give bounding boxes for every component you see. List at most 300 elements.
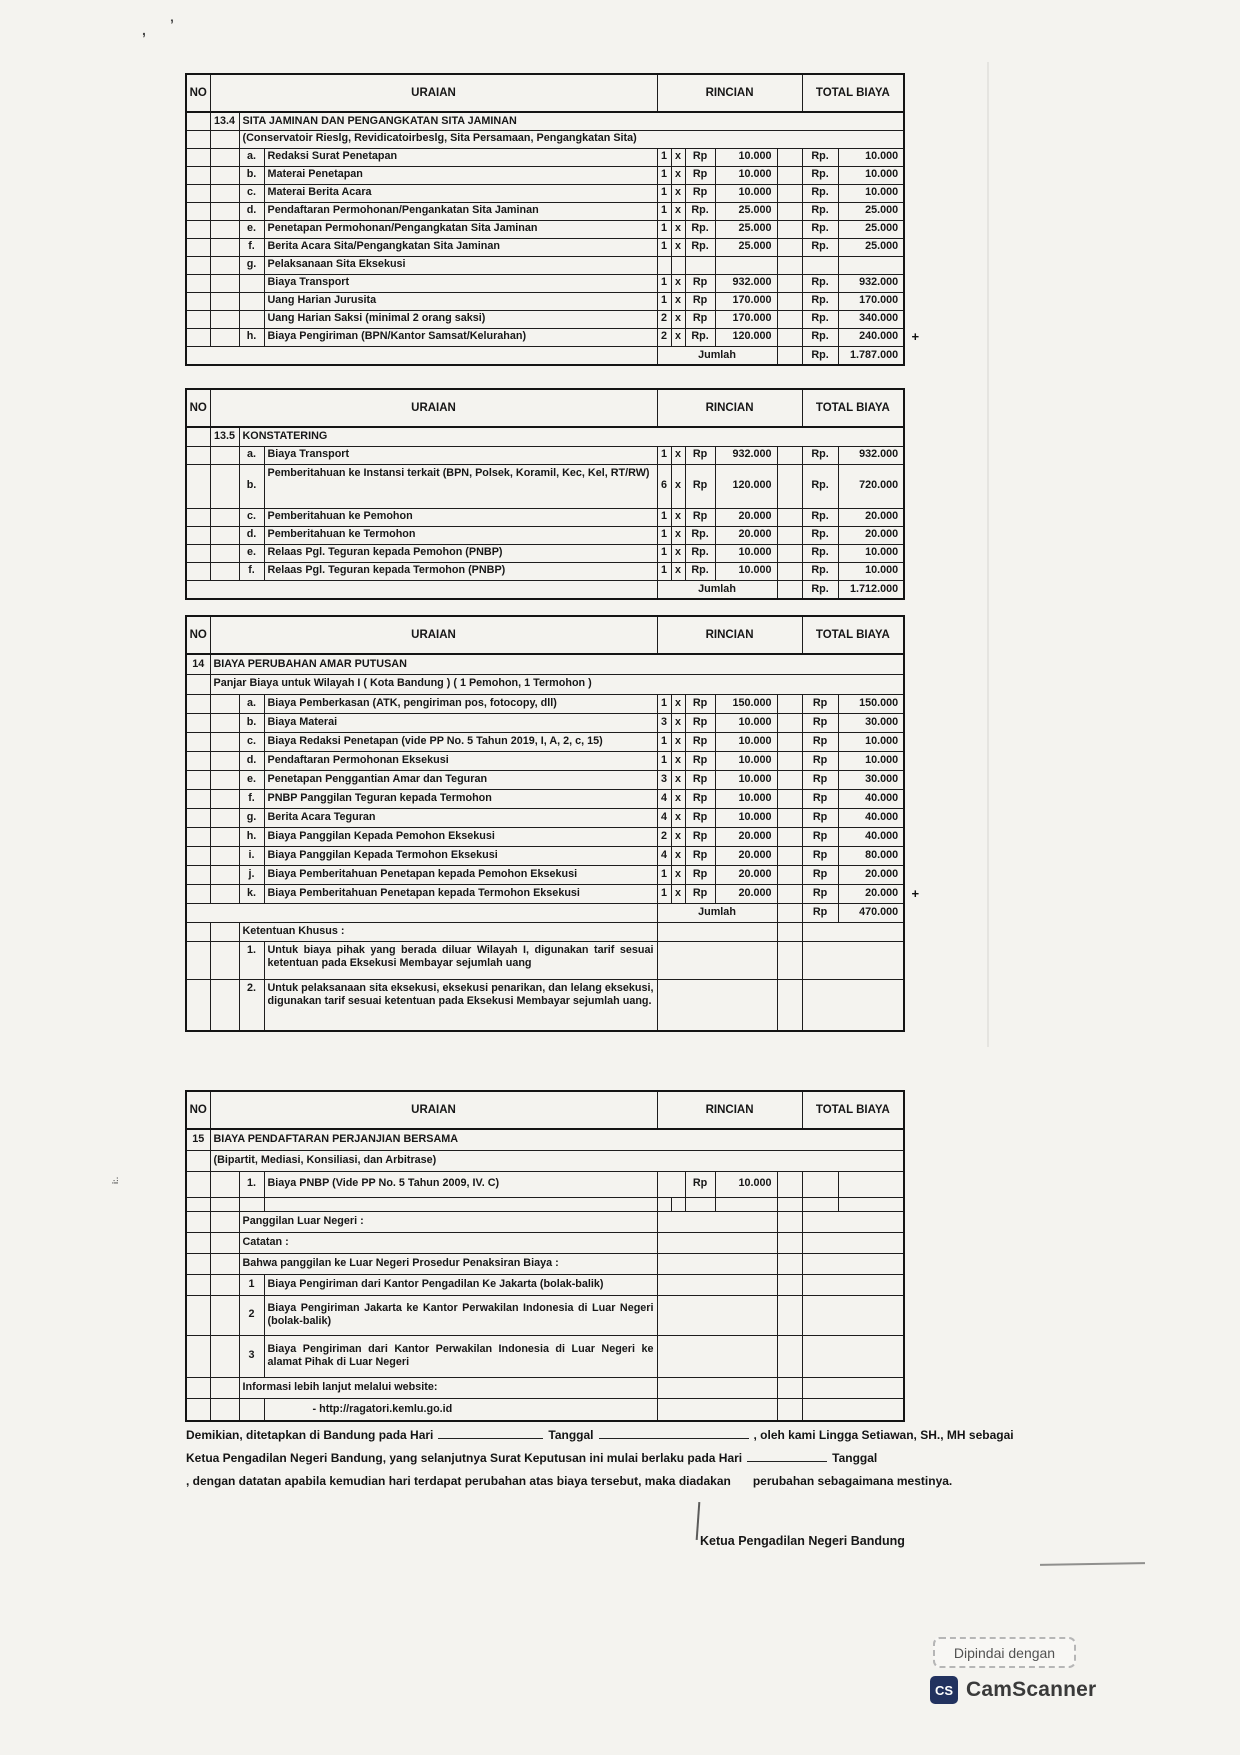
cell-total-currency: Rp.: [802, 526, 838, 544]
cell-letter: a.: [239, 446, 264, 464]
column-header-total: TOTAL BIAYA: [802, 616, 904, 654]
cell-no: [186, 220, 210, 238]
cell-qty: 2: [657, 827, 671, 846]
cell-total-merged: [802, 1295, 904, 1335]
cell-no: [186, 202, 210, 220]
table-row: [186, 427, 904, 446]
cell-no: [186, 884, 210, 903]
cell-gap: [777, 751, 802, 770]
cell-total-amount: 20.000: [838, 884, 904, 903]
section-title: BIAYA PENDAFTARAN PERJANJIAN BERSAMA: [210, 1129, 904, 1150]
column-header-rincian: RINCIAN: [657, 616, 802, 654]
cell-uraian: Pendaftaran Permohonan/Pengankatan Sita Jaminan: [264, 202, 657, 220]
cell-gap: [777, 941, 802, 979]
cell-amount: 932.000: [715, 446, 777, 464]
cell-letter: h.: [239, 328, 264, 346]
cell-no: [186, 464, 210, 508]
multiply-sign: x: [671, 238, 685, 256]
cell-amount: 10.000: [715, 166, 777, 184]
cell-uraian: Relaas Pgl. Teguran kepada Pemohon (PNBP): [264, 544, 657, 562]
multiply-sign: x: [671, 508, 685, 526]
cell-letter: a.: [239, 148, 264, 166]
cell-section-no: [210, 508, 239, 526]
cell-total-currency: [802, 1197, 838, 1211]
cell-total-currency: Rp.: [802, 292, 838, 310]
cell-left-merged: [186, 346, 657, 365]
note-text: Informasi lebih lanjut melalui website:: [239, 1377, 657, 1398]
cell-gap: [777, 148, 802, 166]
cell-gap: [777, 713, 802, 732]
table-row: [186, 654, 904, 674]
multiply-sign: x: [671, 292, 685, 310]
table-row: [186, 1274, 904, 1295]
website-url: - http://ragatori.kemlu.go.id: [264, 1398, 657, 1421]
cell-section-no: [210, 770, 239, 789]
table-row: [186, 544, 904, 562]
cell-gap: [777, 903, 802, 922]
jumlah-label: Jumlah: [657, 580, 777, 599]
cell-section-no: [210, 789, 239, 808]
table-row: [186, 674, 904, 694]
cell-total-merged: [802, 922, 904, 941]
cell-no: [186, 713, 210, 732]
cell-gap: [777, 184, 802, 202]
cell-total-currency: Rp.: [802, 184, 838, 202]
cell-section-no: [210, 922, 239, 941]
cell-gap: [777, 544, 802, 562]
cell-section-no: [210, 544, 239, 562]
table-row: [186, 1335, 904, 1377]
cell-section-no: [210, 1197, 239, 1211]
cell-currency: Rp: [685, 827, 715, 846]
table-row: [186, 922, 904, 941]
cell-total-currency: Rp: [802, 884, 838, 903]
cell-gap: [777, 328, 802, 346]
cell-section-no: [210, 1253, 239, 1274]
cell-total-amount: 10.000: [838, 148, 904, 166]
cell-left-merged: [186, 580, 657, 599]
scan-artifact-mark: ’: [170, 16, 174, 32]
table-row: [186, 112, 904, 130]
cell-uraian: [264, 1197, 657, 1211]
cell-qty: 2: [657, 328, 671, 346]
cell-section-no: [210, 865, 239, 884]
cell-qty: 4: [657, 808, 671, 827]
cell-section-no: [210, 979, 239, 1031]
note-number: 1: [239, 1274, 264, 1295]
cell-total-amount: [838, 1197, 904, 1211]
cell-gap: [777, 1197, 802, 1211]
table-row: [186, 1150, 904, 1171]
cell-letter: g.: [239, 256, 264, 274]
cell-currency: Rp: [685, 446, 715, 464]
cell-letter: d.: [239, 526, 264, 544]
cell-gap: [777, 789, 802, 808]
cell-total-currency: Rp.: [802, 148, 838, 166]
cell-letter: h.: [239, 827, 264, 846]
multiply-sign: x: [671, 446, 685, 464]
cell-letter: b.: [239, 464, 264, 508]
cell-section-no: 13.4: [210, 112, 239, 130]
cell-qty: 1: [657, 508, 671, 526]
cell-no: [186, 922, 210, 941]
cell-letter: c.: [239, 508, 264, 526]
cell-no: [186, 1197, 210, 1211]
table-row: [186, 1197, 904, 1211]
table-row: [186, 789, 904, 808]
cell-gap: [777, 770, 802, 789]
cell-letter: [239, 1197, 264, 1211]
cell-total-amount: 932.000: [838, 274, 904, 292]
cell-currency: Rp: [685, 884, 715, 903]
cell-currency: Rp: [685, 148, 715, 166]
cell-total-merged: [802, 1232, 904, 1253]
cell-gap: [777, 827, 802, 846]
cell-no: 15: [186, 1129, 210, 1150]
jumlah-label: Jumlah: [657, 346, 777, 365]
fee-table: [185, 388, 905, 600]
fee-table: [185, 1090, 905, 1422]
table-row: [186, 148, 904, 166]
cell-currency: Rp.: [685, 544, 715, 562]
cell-total-currency: Rp: [802, 865, 838, 884]
cell-no: [186, 1398, 210, 1421]
cell-section-no: [210, 827, 239, 846]
cell-gap: [777, 526, 802, 544]
cell-gap: [777, 1274, 802, 1295]
cell-gap: [777, 1253, 802, 1274]
cell-gap: [777, 464, 802, 508]
section-subtitle: Panjar Biaya untuk Wilayah I ( Kota Bandung ) ( 1 Pemohon, 1 Termohon ): [210, 674, 904, 694]
note-text: Bahwa panggilan ke Luar Negeri Prosedur Penaksiran Biaya :: [239, 1253, 657, 1274]
table-row: [186, 274, 904, 292]
column-header-rincian: RINCIAN: [657, 1091, 802, 1129]
multiply-sign: x: [671, 184, 685, 202]
cell-currency: Rp: [685, 789, 715, 808]
cell-amount: 20.000: [715, 884, 777, 903]
cell-gap: [777, 732, 802, 751]
cell-currency: Rp: [685, 310, 715, 328]
cell-no: [186, 508, 210, 526]
cell-gap: [777, 922, 802, 941]
cell-uraian: PNBP Panggilan Teguran kepada Termohon: [264, 789, 657, 808]
cell-currency: Rp: [685, 770, 715, 789]
cell-amount: 10.000: [715, 562, 777, 580]
cell-uraian: Biaya Panggilan Kepada Pemohon Eksekusi: [264, 827, 657, 846]
cell-currency: Rp: [685, 292, 715, 310]
column-header-no: NO: [186, 389, 210, 427]
cell-total-merged: [802, 1274, 904, 1295]
note-number: 2.: [239, 979, 264, 1031]
cell-no: [186, 1274, 210, 1295]
cell-letter: b.: [239, 166, 264, 184]
cell-rincian-merged: [657, 1232, 777, 1253]
cell-letter: e.: [239, 220, 264, 238]
cell-qty: 1: [657, 751, 671, 770]
closing-text: Ketua Pengadilan Negeri Bandung, yang selanjutnya Surat Keputusan ini mulai berlaku pada Hari: [186, 1451, 743, 1465]
cell-uraian: Biaya Pemberitahuan Penetapan kepada Pemohon Eksekusi: [264, 865, 657, 884]
cell-qty: 1: [657, 166, 671, 184]
table-row: [186, 865, 904, 884]
cell-total-amount: 25.000: [838, 238, 904, 256]
table-row: [186, 202, 904, 220]
cell-no: [186, 238, 210, 256]
cell-qty: 1: [657, 202, 671, 220]
cell-no: [186, 1171, 210, 1197]
multiply-sign: [671, 1197, 685, 1211]
cell-qty: 4: [657, 846, 671, 865]
cell-gap: [777, 292, 802, 310]
camscanner-logo: [930, 1676, 1096, 1704]
cell-uraian: Biaya Pengiriman (BPN/Kantor Samsat/Kelurahan): [264, 328, 657, 346]
cell-amount: 10.000: [715, 789, 777, 808]
cell-gap: [777, 1377, 802, 1398]
cell-uraian: Penetapan Penggantian Amar dan Teguran: [264, 770, 657, 789]
cell-section-no: [210, 1335, 239, 1377]
cell-letter: e.: [239, 770, 264, 789]
cell-section-no: [210, 256, 239, 274]
cell-amount: 170.000: [715, 292, 777, 310]
cell-total-amount: 240.000: [838, 328, 904, 346]
cell-section-no: [210, 148, 239, 166]
cell-total-currency: Rp: [802, 732, 838, 751]
cell-total-currency: Rp.: [802, 310, 838, 328]
cell-currency: Rp: [685, 274, 715, 292]
cell-amount: 25.000: [715, 202, 777, 220]
multiply-sign: x: [671, 732, 685, 751]
cell-total-currency: Rp: [802, 751, 838, 770]
table-row: [186, 346, 904, 365]
cell-no: [186, 732, 210, 751]
table-row: [186, 526, 904, 544]
cell-uraian: Relaas Pgl. Teguran kepada Termohon (PNBP): [264, 562, 657, 580]
cell-total-merged: [802, 1335, 904, 1377]
column-header-uraian: URAIAN: [210, 74, 657, 112]
cell-total-currency: Rp.: [802, 166, 838, 184]
cell-no: [186, 941, 210, 979]
table-row: [186, 220, 904, 238]
column-header-rincian: RINCIAN: [657, 74, 802, 112]
cell-letter: d.: [239, 751, 264, 770]
table-row: [186, 1398, 904, 1421]
cell-total-amount: 20.000: [838, 508, 904, 526]
table-row: [186, 310, 904, 328]
cell-section-no: [210, 274, 239, 292]
cell-total-amount: 20.000: [838, 526, 904, 544]
table-row: [186, 562, 904, 580]
cell-no: [186, 865, 210, 884]
closing-text: , dengan datatan apabila kemudian hari terdapat perubahan atas biaya tersebut, maka diadakan: [186, 1474, 731, 1488]
closing-text: Tanggal: [832, 1451, 878, 1465]
multiply-sign: x: [671, 274, 685, 292]
closing-text: Tanggal: [548, 1428, 594, 1442]
closing-paragraph: [186, 1424, 1046, 1493]
cell-currency: Rp: [685, 732, 715, 751]
table-row: [186, 508, 904, 526]
cell-no: [186, 148, 210, 166]
cell-amount: 10.000: [715, 770, 777, 789]
cell-currency: Rp.: [685, 328, 715, 346]
multiply-sign: x: [671, 464, 685, 508]
cell-total-currency: Rp.: [802, 580, 838, 599]
note-text: Biaya Pengiriman dari Kantor Pengadilan Ke Jakarta (bolak-balik): [264, 1274, 657, 1295]
cell-total-amount: 25.000: [838, 220, 904, 238]
cell-rincian-merged: [657, 1274, 777, 1295]
cell-qty: 2: [657, 310, 671, 328]
multiply-sign: x: [671, 562, 685, 580]
cell-amount: 932.000: [715, 274, 777, 292]
multiply-sign: x: [671, 310, 685, 328]
cell-letter: i.: [239, 846, 264, 865]
cell-total-amount: 10.000: [838, 732, 904, 751]
cell-qty: 1: [657, 544, 671, 562]
note-text: Catatan :: [239, 1232, 657, 1253]
cell-letter: k.: [239, 884, 264, 903]
cell-total-amount: 25.000: [838, 202, 904, 220]
note-text: Biaya Pengiriman dari Kantor Perwakilan Indonesia di Luar Negeri ke alamat Pihak di Luar Negeri: [264, 1335, 657, 1377]
cell-amount: 10.000: [715, 148, 777, 166]
cell-no: [186, 184, 210, 202]
cell-gap: [777, 1398, 802, 1421]
camscanner-brand-name: CamScanner: [966, 1678, 1097, 1701]
cell-no: [186, 112, 210, 130]
cell-gap: [777, 846, 802, 865]
table-row: [186, 1253, 904, 1274]
cell-uraian: Pelaksanaan Sita Eksekusi: [264, 256, 657, 274]
cell-uraian: Pemberitahuan ke Instansi terkait (BPN, Polsek, Koramil, Kec, Kel, RT/RW): [264, 464, 657, 508]
cell-gap: [777, 865, 802, 884]
fee-table: [185, 73, 905, 366]
cell-no: [186, 1211, 210, 1232]
cell-section-no: 13.5: [210, 427, 239, 446]
cell-total-currency: Rp.: [802, 346, 838, 365]
cell-total-currency: [802, 256, 838, 274]
cell-no: [186, 166, 210, 184]
column-header-uraian: URAIAN: [210, 616, 657, 654]
table-row: [186, 903, 904, 922]
multiply-sign: x: [671, 220, 685, 238]
note-number: 3: [239, 1335, 264, 1377]
cell-gap: [777, 884, 802, 903]
multiply-sign: [671, 256, 685, 274]
cell-gap: [777, 808, 802, 827]
cell-letter: c.: [239, 732, 264, 751]
cell-total-amount: 10.000: [838, 544, 904, 562]
cell-qty: 1: [657, 865, 671, 884]
cell-section-no: [210, 1377, 239, 1398]
cell-currency: Rp: [685, 166, 715, 184]
table-row: [186, 751, 904, 770]
cell-amount: 120.000: [715, 464, 777, 508]
section-title: SITA JAMINAN DAN PENGANGKATAN SITA JAMINAN: [239, 112, 904, 130]
cell-section-no: [210, 464, 239, 508]
cell-total-amount: 10.000: [838, 166, 904, 184]
cell-gap: [777, 1335, 802, 1377]
plus-sign: +: [911, 885, 920, 901]
cell-qty: 1: [657, 446, 671, 464]
cell-total-amount: 170.000: [838, 292, 904, 310]
cell-no: [186, 256, 210, 274]
section-subtitle: (Bipartit, Mediasi, Konsiliasi, dan Arbitrase): [210, 1150, 904, 1171]
cell-no: [186, 979, 210, 1031]
multiply-sign: x: [671, 148, 685, 166]
cell-rincian-merged: [657, 1398, 777, 1421]
table-header-row: [186, 74, 904, 112]
table-row: [186, 184, 904, 202]
cell-currency: Rp: [685, 464, 715, 508]
cell-no: [186, 274, 210, 292]
cell-total-currency: Rp: [802, 694, 838, 713]
cell-no: [186, 770, 210, 789]
table-row: [186, 827, 904, 846]
cell-total-currency: Rp: [802, 808, 838, 827]
cell-letter: 1.: [239, 1171, 264, 1197]
cell-qty: 1: [657, 274, 671, 292]
cell-total-amount: 40.000: [838, 808, 904, 827]
cell-amount: 120.000: [715, 328, 777, 346]
cell-qty: [657, 1197, 671, 1211]
closing-text: Demikian, ditetapkan di Bandung pada Hari: [186, 1428, 434, 1442]
cell-rincian-merged: [657, 1377, 777, 1398]
cell-uraian: Pemberitahuan ke Pemohon: [264, 508, 657, 526]
cell-letter: g.: [239, 808, 264, 827]
cell-amount: 20.000: [715, 865, 777, 884]
cell-no: [186, 544, 210, 562]
cell-section-no: [210, 526, 239, 544]
cell-uraian: Redaksi Surat Penetapan: [264, 148, 657, 166]
cell-no: [186, 808, 210, 827]
closing-text: , oleh kami Lingga Setiawan, SH., MH sebagai: [753, 1428, 1014, 1442]
cell-section-no: [210, 1274, 239, 1295]
cell-total-currency: Rp.: [802, 562, 838, 580]
cell-total-amount: 150.000: [838, 694, 904, 713]
cell-letter: b.: [239, 713, 264, 732]
multiply-sign: x: [671, 694, 685, 713]
table-row: [186, 846, 904, 865]
cell-gap: [777, 310, 802, 328]
table-row: [186, 713, 904, 732]
cell-qty: 1: [657, 292, 671, 310]
closing-text: perubahan sebagaimana mestinya.: [752, 1474, 953, 1488]
cell-qty: 3: [657, 713, 671, 732]
cell-no: [186, 694, 210, 713]
cell-total-currency: Rp: [802, 827, 838, 846]
cell-section-no: [210, 1171, 239, 1197]
cell-gap: [777, 238, 802, 256]
note-text: Biaya Pengiriman Jakarta ke Kantor Perwakilan Indonesia di Luar Negeri (bolak-balik): [264, 1295, 657, 1335]
cell-uraian: Penetapan Permohonan/Pengangkatan Sita Jaminan: [264, 220, 657, 238]
cell-section-no: [210, 846, 239, 865]
cell-section-no: [210, 328, 239, 346]
cell-currency: Rp: [685, 508, 715, 526]
cell-rincian-merged: [657, 1253, 777, 1274]
cell-total-currency: [802, 1171, 838, 1197]
cell-qty: 3: [657, 770, 671, 789]
jumlah-label: Jumlah: [657, 903, 777, 922]
cell-rincian-merged: [657, 922, 777, 941]
cell-total-amount: 340.000: [838, 310, 904, 328]
cell-section-no: [210, 166, 239, 184]
cell-currency: Rp: [685, 184, 715, 202]
cell-uraian: Biaya Transport: [264, 274, 657, 292]
cell-uraian: Berita Acara Sita/Pengangkatan Sita Jaminan: [264, 238, 657, 256]
cell-amount: 10.000: [715, 713, 777, 732]
table-row: [186, 1211, 904, 1232]
cell-total-amount: [838, 1171, 904, 1197]
table-row: [186, 328, 904, 346]
cell-section-no: [210, 446, 239, 464]
cell-gap: [777, 202, 802, 220]
